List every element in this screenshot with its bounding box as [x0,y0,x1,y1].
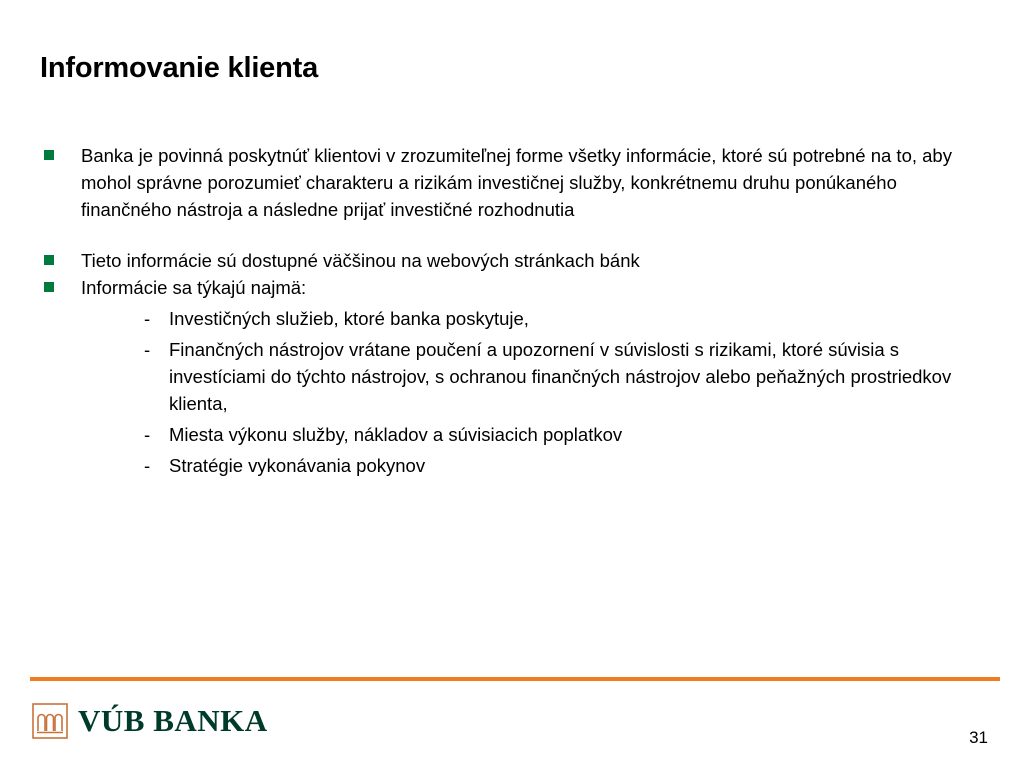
dash-marker: - [144,308,151,329]
footer-divider [30,677,1000,681]
dash-marker: - [144,339,151,360]
sub-item [81,305,982,332]
bullet-item [42,142,982,223]
sub-item-text: Finančných nástrojov vrátane poučení a upozornení v súvislosti s rizikami, ktoré súvisia s investíciami do týchto nástrojov, s ochranou finančných nástrojov alebo peňažných prostriedkov klienta, [169,339,952,414]
slide-title: Informovanie klienta [40,52,319,84]
sub-item-text: Miesta výkonu služby, nákladov a súvisiacich poplatkov [169,424,623,445]
square-bullet-icon [44,255,54,265]
vub-arches-icon [32,703,68,739]
bullet-text: Informácie sa týkajú najmä: [81,277,307,298]
page-number: 31 [969,728,988,747]
dash-marker: - [144,455,151,476]
square-bullet-icon [44,282,54,292]
vub-logo [32,703,268,739]
sub-item [81,452,982,479]
sub-list [81,301,982,479]
square-bullet-icon [44,150,54,160]
sub-item-text: Investičných služieb, ktoré banka poskytuje, [169,308,529,329]
dash-marker: - [144,424,151,445]
bullet-list [42,142,982,483]
bullet-text: Banka je povinná poskytnúť klientovi v zrozumiteľnej forme všetky informácie, ktoré sú potrebné na to, aby mohol správne porozumieť charakteru a rizikám investičnej služby, konkrétnemu druhu ponúkaného finančného nástroja a následne prijať investičné rozhodnutia [81,145,952,220]
sub-item [81,336,982,417]
logo-text: VÚB BANKA [78,703,268,738]
bullet-text: Tieto informácie sú dostupné väčšinou na webových stránkach bánk [81,250,640,271]
bullet-item [42,274,982,479]
bullet-item [42,247,982,274]
sub-item-text: Stratégie vykonávania pokynov [169,455,426,476]
sub-item [81,421,982,448]
